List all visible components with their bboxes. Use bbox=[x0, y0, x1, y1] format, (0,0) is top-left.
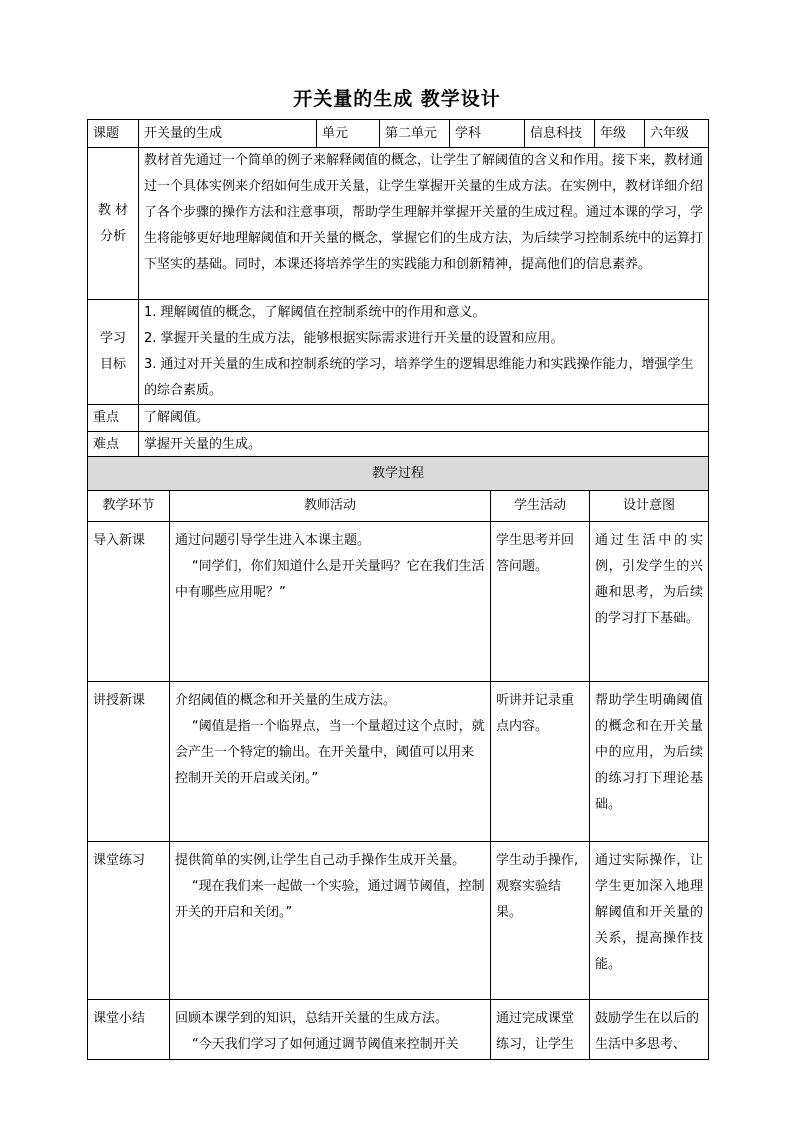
goals-label-line2: 目标 bbox=[99, 357, 126, 372]
design-intent: 鼓励学生在以后的生活中多思考、 bbox=[590, 1000, 709, 1060]
difficult-point-label: 难点 bbox=[88, 432, 139, 459]
teacher-activity-intro: 介绍阈值的概念和开关量的生成方法。 bbox=[175, 693, 397, 708]
goal-item: 3. 通过对开关量的生成和控制系统的学习，培养学生的逻辑思维能力和实践操作能力，增强学生的综合素质。 bbox=[144, 357, 694, 398]
key-point-text: 了解阈值。 bbox=[139, 405, 709, 432]
teacher-activity-quote: “同学们，你们知道什么是开关量吗？它在我们生活中有哪些应用呢？” bbox=[175, 559, 485, 600]
subject-value: 信息科技 bbox=[525, 120, 595, 148]
student-activity: 学生思考并回答问题。 bbox=[491, 522, 590, 682]
teacher-activity bbox=[170, 842, 491, 1000]
teacher-activity-intro: 回顾本课学到的知识，总结开关量的生成方法。 bbox=[175, 1011, 449, 1026]
teacher-activity-quote: “现在我们来一起做一个实验，通过调节阈值，控制开关的开启和关闭。” bbox=[175, 879, 485, 920]
unit-label: 单元 bbox=[317, 120, 380, 148]
table-row bbox=[88, 522, 709, 682]
analysis-label-line2: 分析 bbox=[99, 228, 126, 244]
goals-list bbox=[139, 300, 709, 405]
stage-name: 讲授新课 bbox=[88, 682, 170, 842]
course-info-table bbox=[87, 119, 709, 459]
stage-name: 导入新课 bbox=[88, 522, 170, 682]
teacher-activity-quote: “今天我们学习了如何通过调节阈值来控制开关 bbox=[191, 1037, 459, 1052]
design-intent: 帮助学生明确阈值的概念和在开关量中的应用，为后续的练习打下理论基础。 bbox=[590, 682, 709, 842]
goals-label-line1: 学习 bbox=[99, 331, 126, 346]
analysis-label bbox=[88, 148, 139, 300]
unit-value: 第二单元 bbox=[380, 120, 450, 148]
table-row bbox=[88, 682, 709, 842]
analysis-text: 教材首先通过一个简单的例子来解释阈值的概念，让学生了解阈值的含义和作用。接下来，教材通过一个具体实例来介绍如何生成开关量，让学生掌握开关量的生成方法。在实例中，教材详细介绍了各个步骤的操作方法和注意事项，帮助学生理解并掌握开关量的生成过程。通过本课的学习，学生将能够更好地理解阈值和开关量的概念，掌握它们的生成方法，为后续学习控制系统中的运算打下坚实的基础。同时，本课还将培养学生的实践能力和创新精神，提高他们的信息素养。 bbox=[139, 148, 709, 300]
teacher-activity bbox=[170, 1000, 491, 1060]
grade-value: 六年级 bbox=[645, 120, 709, 148]
teacher-activity-intro: 通过问题引导学生进入本课主题。 bbox=[175, 533, 371, 548]
teacher-activity-intro: 提供简单的实例,让学生自己动手操作生成开关量。 bbox=[175, 853, 466, 868]
difficult-point-text: 掌握开关量的生成。 bbox=[139, 432, 709, 459]
design-intent: 通过生活中的实例，引发学生的兴趣和思考，为后续的学习打下基础。 bbox=[590, 522, 709, 682]
teacher-activity-quote: “阈值是指一个临界点，当一个量超过这个点时，就会产生一个特定的输出。在开关量中，阈值可以用来控制开关的开启或关闭。” bbox=[175, 719, 485, 786]
stage-name: 课堂小结 bbox=[88, 1000, 170, 1060]
teaching-process-table bbox=[87, 456, 709, 1060]
column-header-teacher: 教师活动 bbox=[170, 491, 491, 522]
grade-label: 年级 bbox=[595, 120, 645, 148]
analysis-label-line1: 教 材 bbox=[97, 202, 129, 218]
goal-item: 1. 理解阈值的概念，了解阈值在控制系统中的作用和意义。 bbox=[144, 305, 486, 320]
stage-name: 课堂练习 bbox=[88, 842, 170, 1000]
table-row bbox=[88, 842, 709, 1000]
column-header-student: 学生活动 bbox=[491, 491, 590, 522]
column-header-intent: 设计意图 bbox=[590, 491, 709, 522]
topic-label: 课题 bbox=[88, 120, 139, 148]
goal-item: 2. 掌握开关量的生成方法，能够根据实际需求进行开关量的设置和应用。 bbox=[144, 331, 564, 346]
design-intent: 通过实际操作，让学生更加深入地理解阈值和开关量的关系，提高操作技能。 bbox=[590, 842, 709, 1000]
topic-value: 开关量的生成 bbox=[139, 120, 317, 148]
key-point-label: 重点 bbox=[88, 405, 139, 432]
process-heading: 教学过程 bbox=[88, 457, 709, 491]
student-activity: 学生动手操作,观察实验结果。 bbox=[491, 842, 590, 1000]
teacher-activity bbox=[170, 522, 491, 682]
student-activity: 通过完成课堂练习，让学生 bbox=[491, 1000, 590, 1060]
subject-label: 学科 bbox=[450, 120, 525, 148]
document-title: 开关量的生成 教学设计 bbox=[293, 88, 501, 110]
student-activity: 听讲并记录重点内容。 bbox=[491, 682, 590, 842]
table-row bbox=[88, 1000, 709, 1060]
teacher-activity bbox=[170, 682, 491, 842]
goals-label bbox=[88, 300, 139, 405]
column-header-stage: 教学环节 bbox=[88, 491, 170, 522]
